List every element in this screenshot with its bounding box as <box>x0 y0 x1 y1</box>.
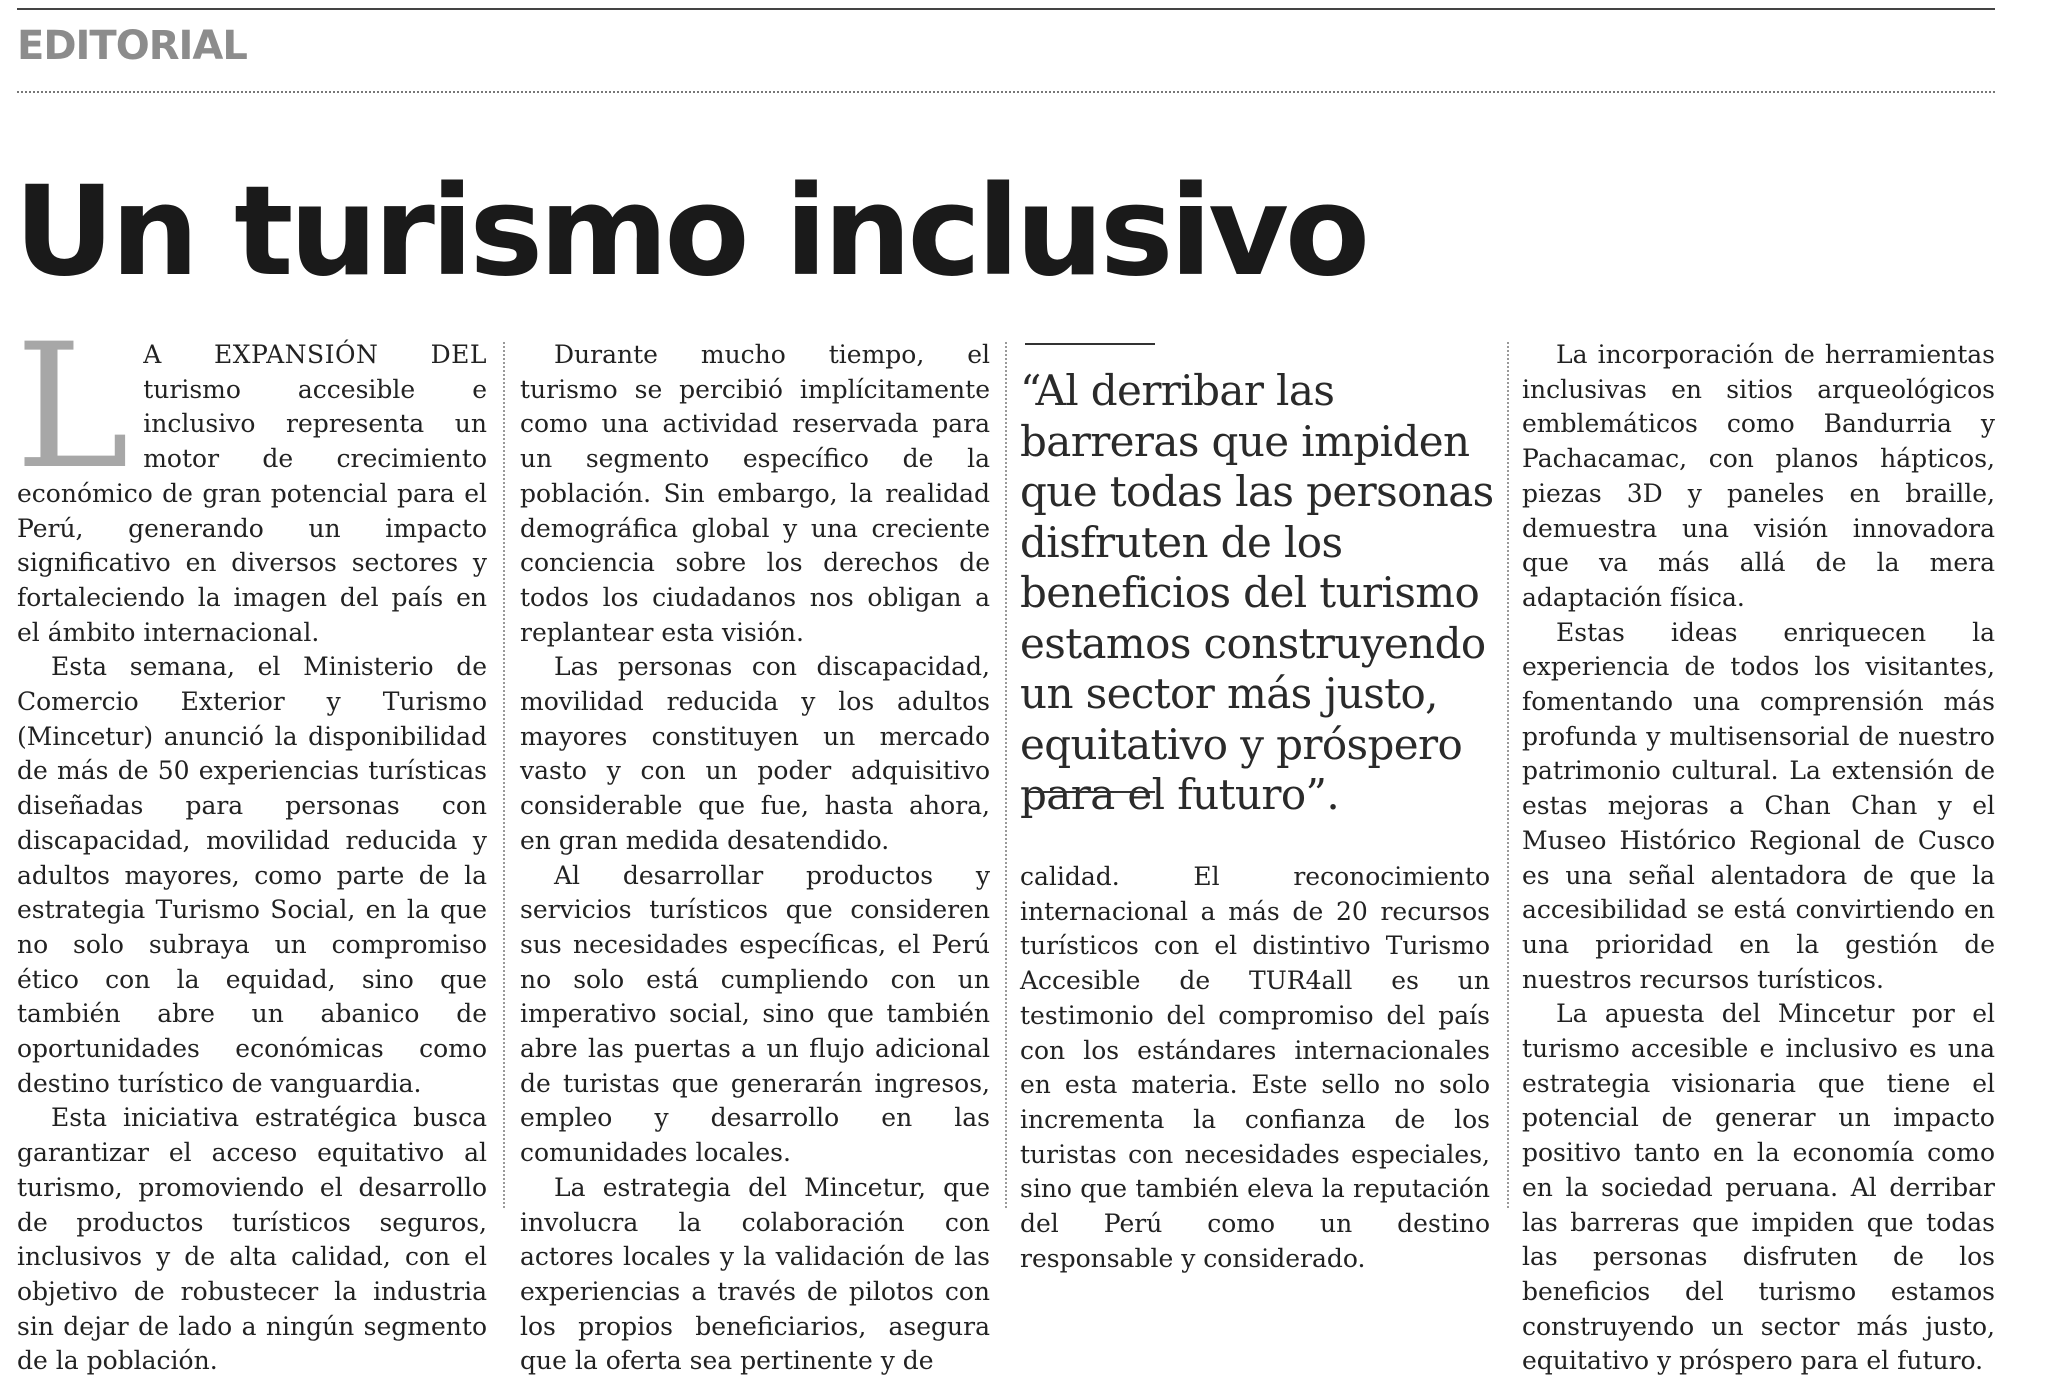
paragraph: Durante mucho tiempo, el turismo se percibió implícitamente como una actividad reservada para un segmento específico de la población. Sin embargo, la realidad demográfica global y una creciente conciencia sobre los derechos de todos los ciudadanos nos obligan a replantear esta visión. <box>520 340 990 647</box>
column-separator <box>503 342 505 1208</box>
paragraph: La apuesta del Mincetur por el turismo accesible e inclusivo es una estrategia visionaria que tiene el potencial de generar un impacto positivo tanto en la economía como en la sociedad peruana. Al derribar las barreras que impiden que todas las personas disfruten de los beneficios del turismo estamos construyendo un sector más justo, equitativo y próspero para el futuro. <box>1522 999 1995 1376</box>
top-rule <box>17 8 1995 10</box>
paragraph: La estrategia del Mincetur, que involucra la colaboración con actores locales y la validación de las experiencias a través de pilotos con los propios beneficiarios, asegura que la oferta sea pertinente y de <box>520 1172 990 1376</box>
headline: Un turismo inclusivo <box>14 160 1367 304</box>
paragraph: Esta semana, el Ministerio de Comercio Exterior y Turismo (Mincetur) anunció la disponibilidad de más de 50 experiencias turísticas diseñadas para personas con discapacidad, movilidad reducida y adultos mayores, como parte de la estrategia Turismo Social, en la que no solo subraya un compromiso ético con la equidad, sino que también abre un abanico de oportunidades económicas como destino turístico de vanguardia. <box>17 652 487 1098</box>
pullquote-rule-top <box>1025 343 1155 345</box>
paragraph: Al desarrollar productos y servicios turísticos que consideren sus necesidades específicas, el Perú no solo está cumpliendo con un imperativo social, sino que también abre las puertas a un flujo adicional de turistas que generarán ingresos, empleo y desarrollo en las comunidades locales. <box>520 860 990 1168</box>
paragraph: Esta iniciativa estratégica busca garantizar el acceso equitativo al turismo, promoviendo el desarrollo de productos turísticos seguros, inclusivos y de alta calidad, con el objetivo de robustecer la industria sin dejar de lado a ningún segmento de la población. <box>17 1103 487 1376</box>
article-column-2 <box>520 338 990 1376</box>
column-separator <box>1005 342 1007 1208</box>
article-column-1 <box>15 306 487 1376</box>
lead-caps: A EXPANSIÓN DEL <box>143 340 487 369</box>
pull-quote: “Al derribar las barreras que impiden que todas las personas disfruten de los beneficios del turismo estamos construyendo un sector más justo, equitativo y próspero para el futuro”. <box>1020 366 1494 819</box>
section-label: EDITORIAL <box>17 23 247 69</box>
article-column-3 <box>1020 860 1490 1273</box>
paragraph: calidad. El reconocimiento internacional a más de 20 recursos turísticos con el distintivo Turismo Accesible de TUR4all es un testimonio del compromiso del país con los estándares internacionales en esta materia. Este sello no solo incrementa la confianza de los turistas con necesidades especiales, sino que también eleva la reputación del Perú como un destino responsable y considerado. <box>1020 862 1490 1273</box>
article-column-4 <box>1522 338 1995 1376</box>
lead-text: turismo accesible e inclusivo representa un motor de crecimiento económico de gran potencial para el Perú, generando un impacto significativo en diversos sectores y fortaleciendo la imagen del país en el ámbito internacional. <box>17 374 487 647</box>
paragraph: Las personas con discapacidad, movilidad reducida y los adultos mayores constituyen un mercado vasto y con un poder adquisitivo considerable que fue, hasta ahora, en gran medida desatendido. <box>520 652 990 855</box>
lead-paragraph <box>15 306 487 650</box>
paragraph: La incorporación de herramientas inclusivas en sitios arqueológicos emblemáticos como Bandurria y Pachacamac, con planos hápticos, piezas 3D y paneles en braille, demuestra una visión innovadora que va más allá de la mera adaptación física. <box>1522 340 1995 612</box>
section-divider <box>17 91 1995 93</box>
paragraph: Estas ideas enriquecen la experiencia de todos los visitantes, fomentando una comprensión más profunda y multisensorial de nuestro patrimonio cultural. La extensión de estas mejoras a Chan Chan y el Museo Histórico Regional de Cusco es una señal alentadora de que la accesibilidad se está convirtiendo en una prioridad en la gestión de nuestros recursos turísticos. <box>1522 617 1995 994</box>
drop-cap: L <box>15 306 130 507</box>
pullquote-rule-bottom <box>1025 791 1155 793</box>
column-separator <box>1507 342 1509 1208</box>
